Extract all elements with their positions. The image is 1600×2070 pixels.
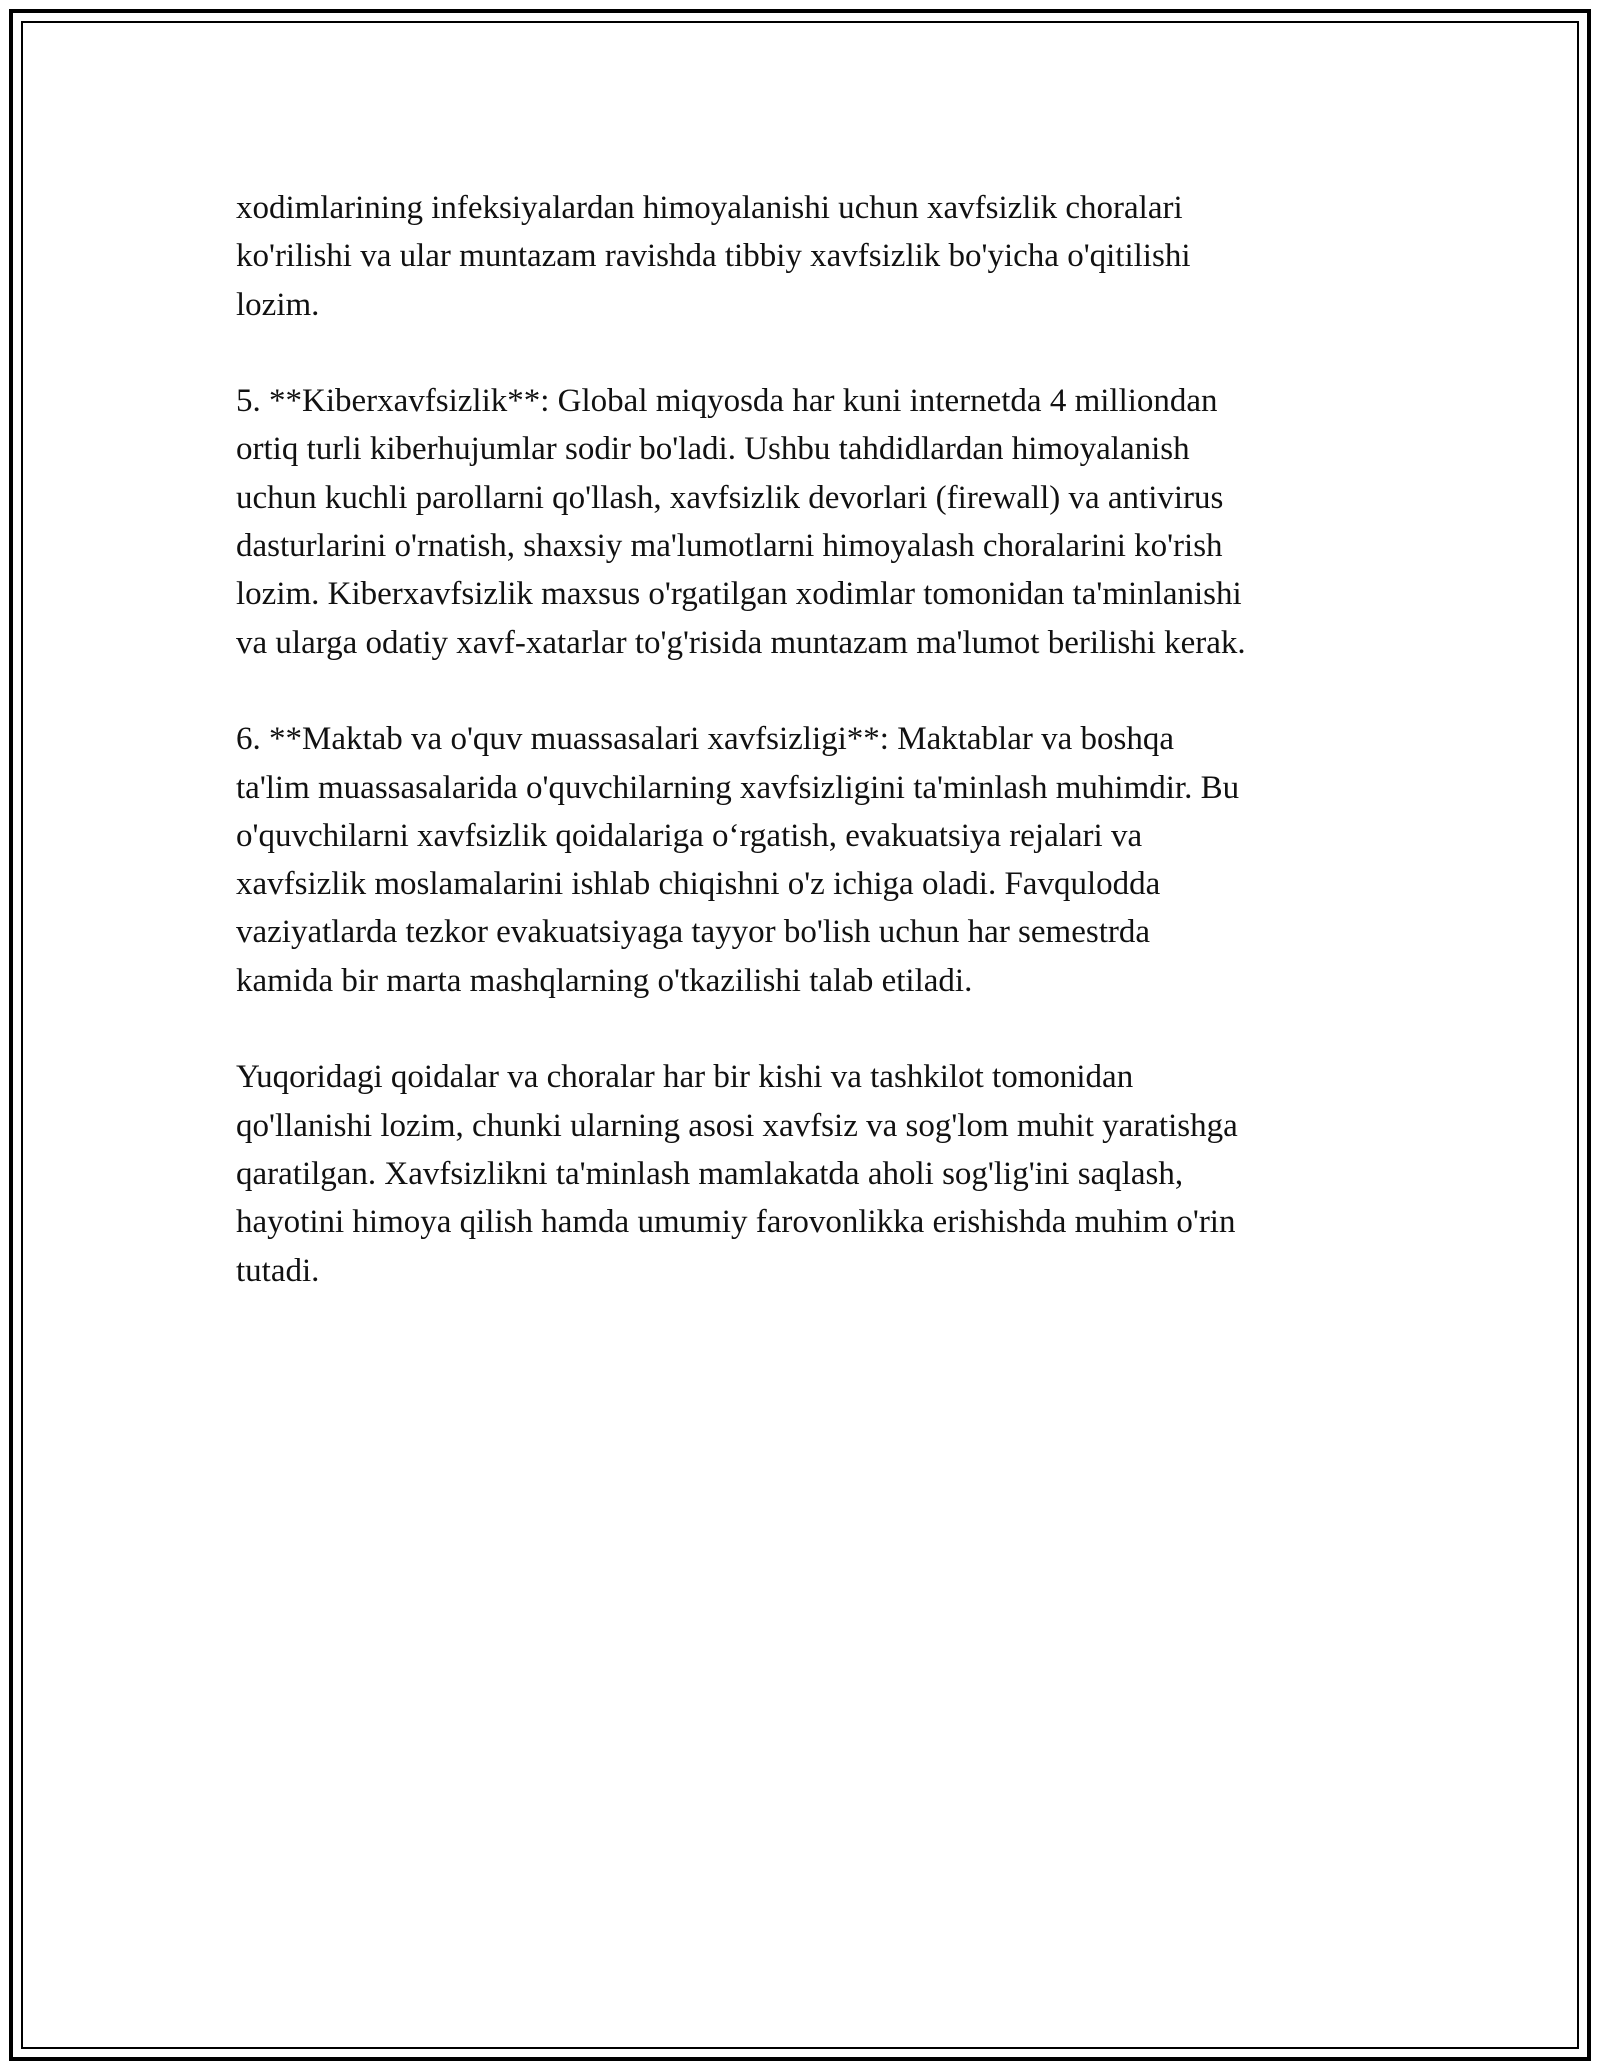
paragraph-continuation: xodimlarining infeksiyalardan himoyalanishi uchun xavfsizlik choralari ko'rilishi va ular muntazam ravishda tibbiy xavfsizlik bo'yicha o'qitilishi lozim. — [236, 190, 1191, 323]
paragraph-cybersecurity: 5. **Kiberxavfsizlik**: Global miqyosda har kuni internetda 4 milliondan ortiq turli kiberhujumlar sodir bo'ladi. Ushbu tahdidlardan himoyalanish uchun kuchli parollarni qo'llash, xavfsizlik devorlari (firewall) va antivirus dasturlarini o'rnatish, shaxsiy ma'lumotlarni himoyalash choralarini ko'rish lozim. Kiberxavfsizlik maxsus o'rgatilgan xodimlar tomonidan ta'minlanishi va ularga odatiy xavf-xatarlar to'g'risida muntazam ma'lumot berilishi kerak. — [236, 383, 1246, 661]
paragraph-conclusion: Yuqoridagi qoidalar va choralar har bir kishi va tashkilot tomonidan qo'llanishi lozim, chunki ularning asosi xavfsiz va sog'lom muhit yaratishga qaratilgan. Xavfsizlikni ta'minlash mamlakatda aholi sog'lig'ini saqlash, hayotini himoya qilish hamda umumiy farovonlikka erishishda muhim o'rin tutadi. — [236, 1059, 1238, 1289]
paragraph-school-safety: 6. **Maktab va o'quv muassasalari xavfsizligi**: Maktablar va boshqa ta'lim muassasalarida o'quvchilarning xavfsizligini ta'minlash muhimdir. Bu o'quvchilarni xavfsizlik qoidalariga o‘rgatish, evakuatsiya rejalari va xavfsizlik moslamalarini ishlab chiqishni o'z ichiga oladi. Favqulodda vaziyatlarda tezkor evakuatsiyaga tayyor bo'lish uchun har semestrda kamida bir marta mashqlarning o'tkazilishi talab etiladi. — [236, 721, 1240, 999]
document-body — [236, 184, 1386, 1295]
